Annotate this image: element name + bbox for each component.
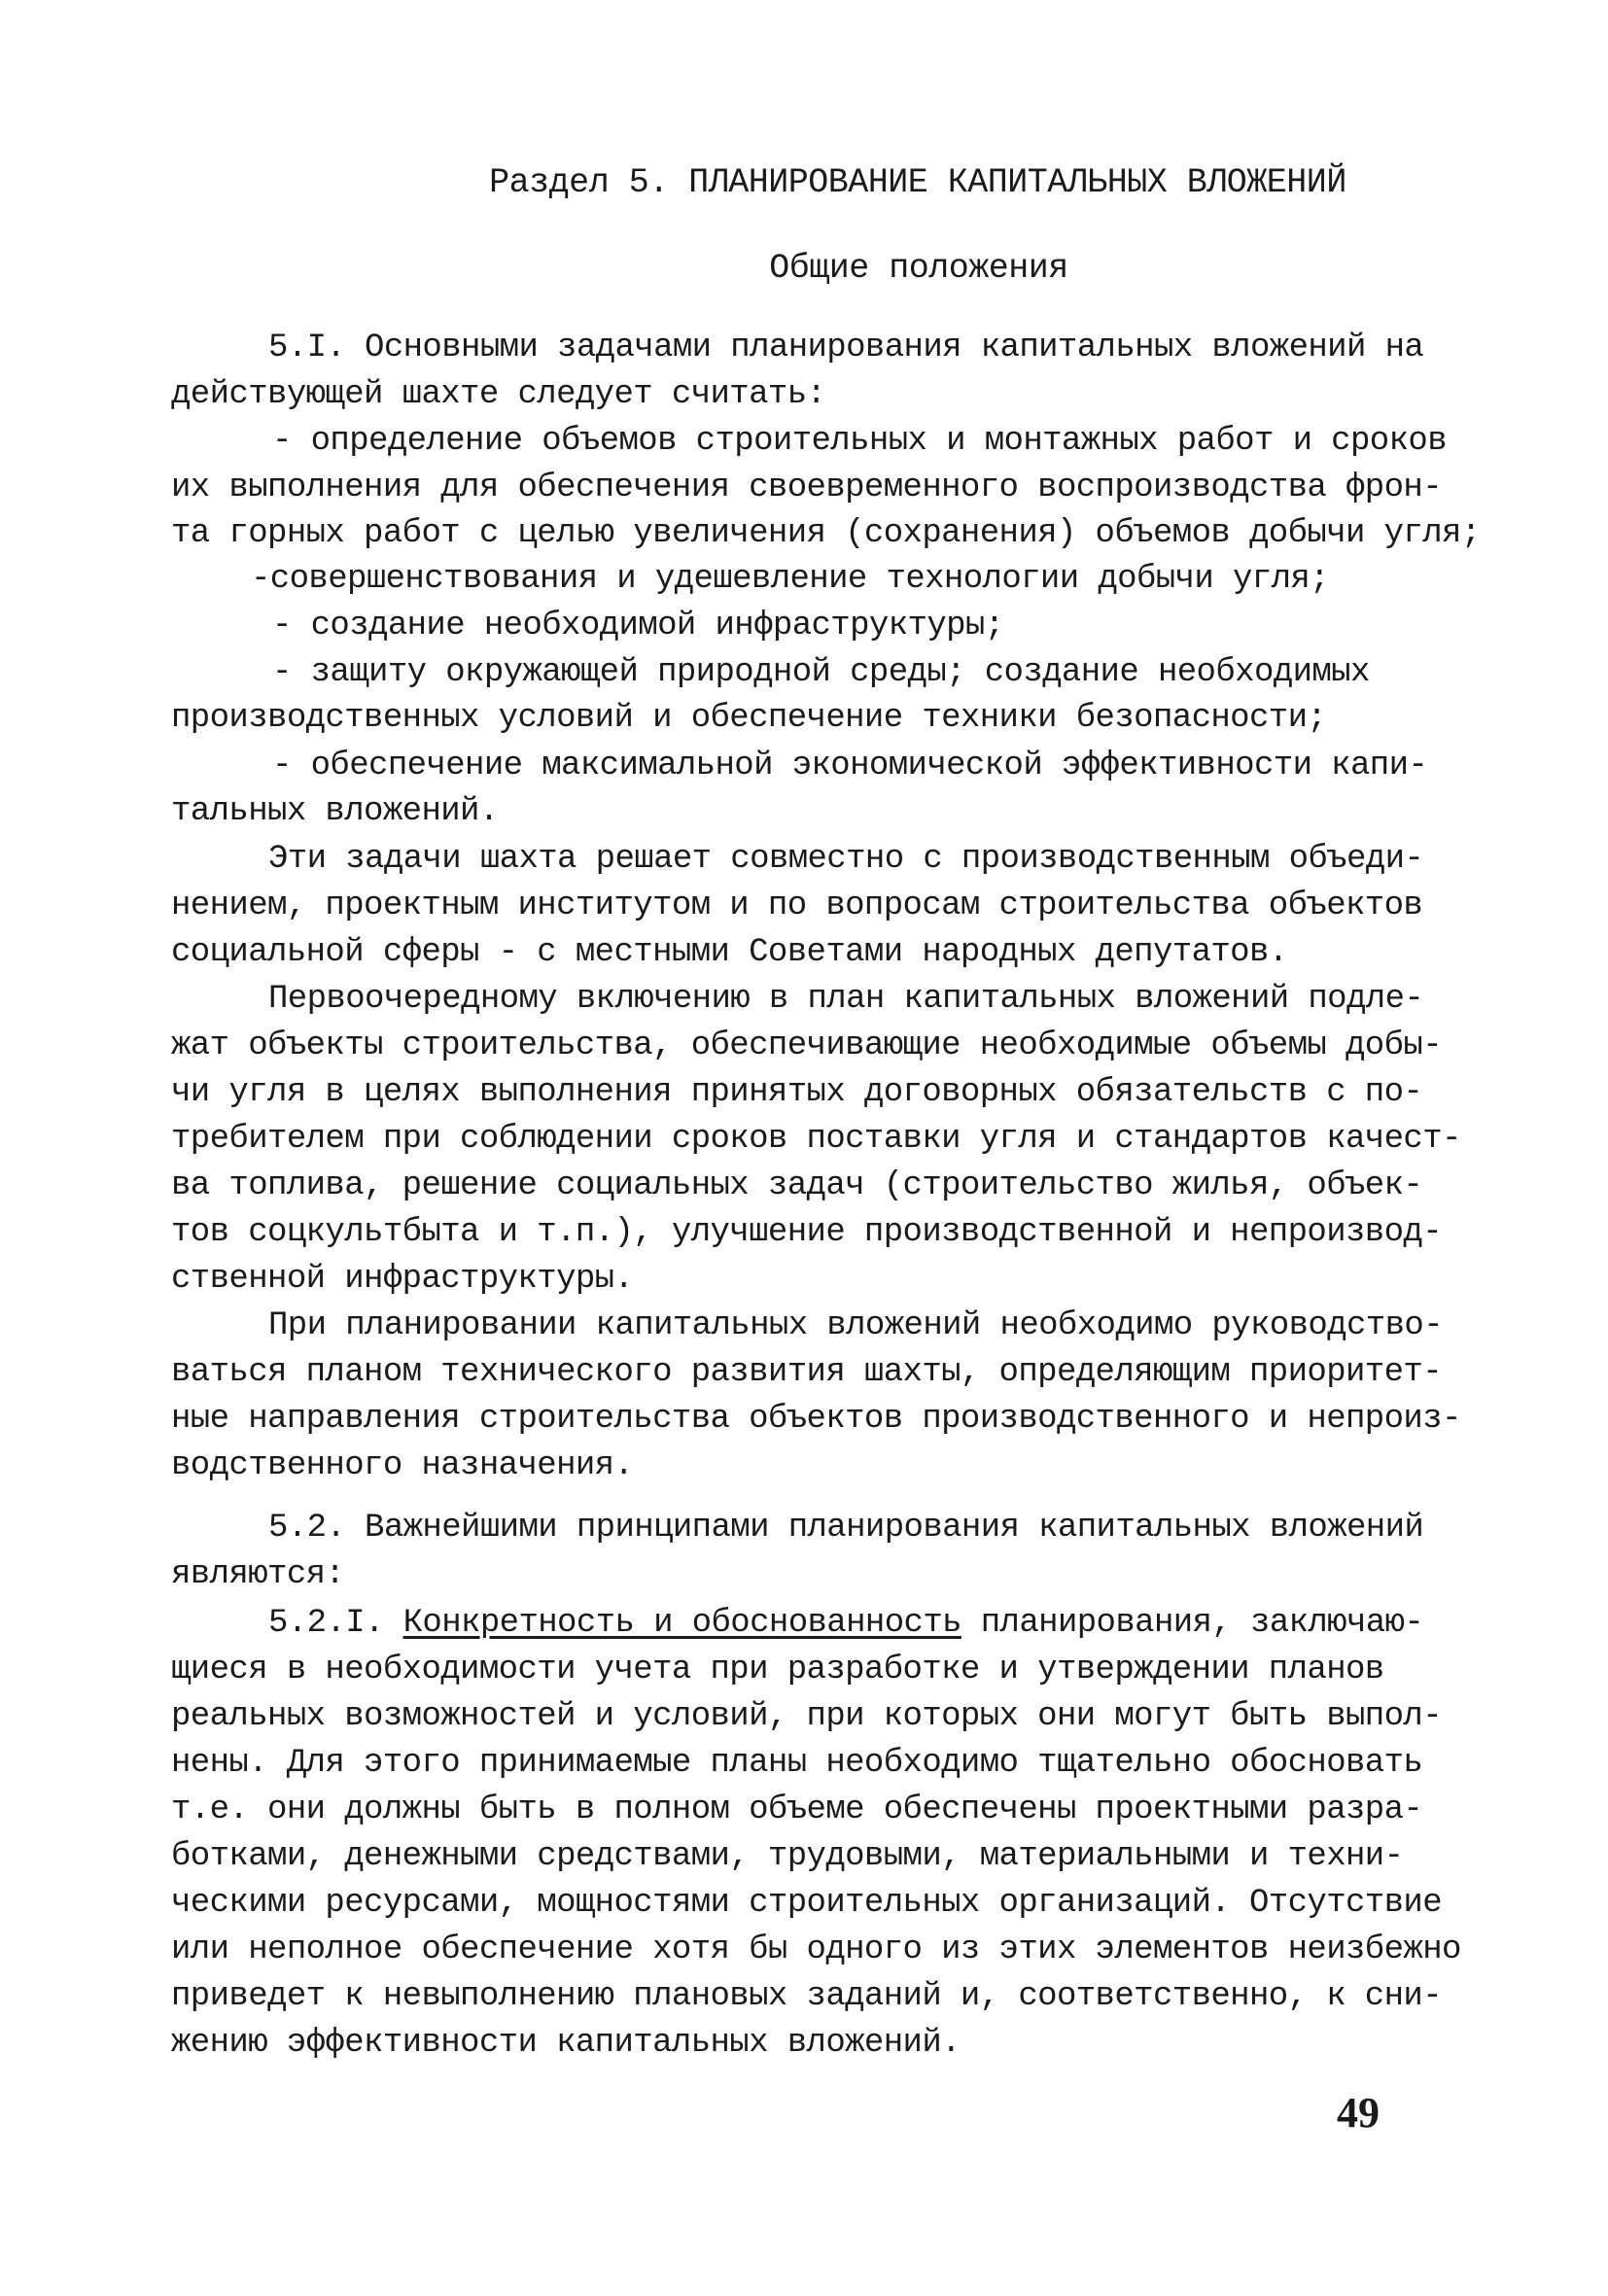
text-line: требителем при соблюдении сроков поставки угля и стандартов качест- [171, 1121, 1461, 1158]
text-line: Эти задачи шахта решает совместно с производственным объеди- [268, 841, 1424, 878]
text-line: жению эффективности капитальных вложений. [171, 2025, 961, 2062]
text-line: чи угля в целях выполнения принятых договорных обязательств с по- [171, 1074, 1423, 1111]
text-line: ственной инфраструктуры. [171, 1261, 634, 1298]
text-line: жат объекты строительства, обеспечивающие необходимые объемы добы- [171, 1027, 1443, 1064]
text-line: т.е. они должны быть в полном объеме обеспечены проектными разра- [171, 1792, 1423, 1828]
text-line: ботками, денежными средствами, трудовыми, материальными и техни- [171, 1838, 1404, 1875]
text-line: Первоочередному включению в план капитальных вложений подле- [268, 981, 1424, 1018]
text-line: производственных условий и обеспечение техники безопасности; [171, 700, 1327, 737]
text-line: ные направления строительства объектов производственного и непроиз- [171, 1401, 1461, 1438]
text-line: та горных работ с целью увеличения (сохранения) объемов добычи угля; [171, 515, 1481, 552]
text-line: 5.2. Важнейшими принципами планирования капитальных вложений [268, 1510, 1424, 1547]
text-line: - защиту окружающей природной среды; создание необходимых [272, 654, 1370, 691]
text-line: реальных возможностей и условий, при которых они могут быть выпол- [171, 1698, 1443, 1735]
text-line: приведет к невыполнению плановых заданий и, соответственно, к сни- [171, 1978, 1443, 2015]
text-line: - определение объемов строительных и монтажных работ и сроков [272, 423, 1448, 460]
clause-number: 5.2.I. [268, 1605, 403, 1642]
text-line: -совершенствования и удешевление технологии добычи угля; [251, 561, 1329, 598]
text-line: ваться планом технического развития шахты, определяющим приоритет- [171, 1354, 1443, 1391]
underlined-term: Конкретность и обоснованность [402, 1605, 961, 1642]
text-line: социальной сферы - с местными Советами народных депутатов. [171, 934, 1288, 971]
text-line: ва топлива, решение социальных задач (строительство жилья, объек- [171, 1167, 1423, 1204]
text-line: 5.I. Основными задачами планирования капитальных вложений на [268, 330, 1424, 366]
text-line [268, 1602, 1423, 1645]
text-line: При планировании капитальных вложений необходимо руководство- [268, 1307, 1444, 1344]
subsection-title: Общие положения [769, 249, 1068, 288]
text-line: их выполнения для обеспечения своевременного воспроизводства фрон- [171, 470, 1443, 506]
text-line: водственного назначения. [171, 1447, 634, 1484]
text-line: - обеспечение максимальной экономической эффективности капи- [272, 748, 1428, 784]
text-line: действующей шахте следует считать: [171, 376, 826, 413]
text-line: нены. Для этого принимаемые планы необходимо тщательно обосновать [171, 1745, 1423, 1782]
text-line: являются: [171, 1556, 345, 1593]
text-line: - создание необходимой инфраструктуры; [272, 608, 1004, 644]
text-line: тальных вложений. [171, 793, 499, 830]
clause-text: планирования, заключаю- [961, 1605, 1424, 1642]
section-title: Раздел 5. ПЛАНИРОВАНИЕ КАПИТАЛЬНЫХ ВЛОЖЕНИЙ [489, 163, 1346, 202]
page-number: 49 [1337, 2089, 1380, 2137]
text-line: тов соцкультбыта и т.п.), улучшение производственной и непроизвод- [171, 1214, 1443, 1251]
text-line: нением, проектным институтом и по вопросам строительства объектов [171, 887, 1423, 924]
text-line: или неполное обеспечение хотя бы одного из этих элементов неизбежно [171, 1931, 1461, 1968]
text-line: щиеся в необходимости учета при разработке и утверждении планов [171, 1652, 1384, 1688]
text-line: ческими ресурсами, мощностями строительных организаций. Отсутствие [171, 1885, 1443, 1922]
